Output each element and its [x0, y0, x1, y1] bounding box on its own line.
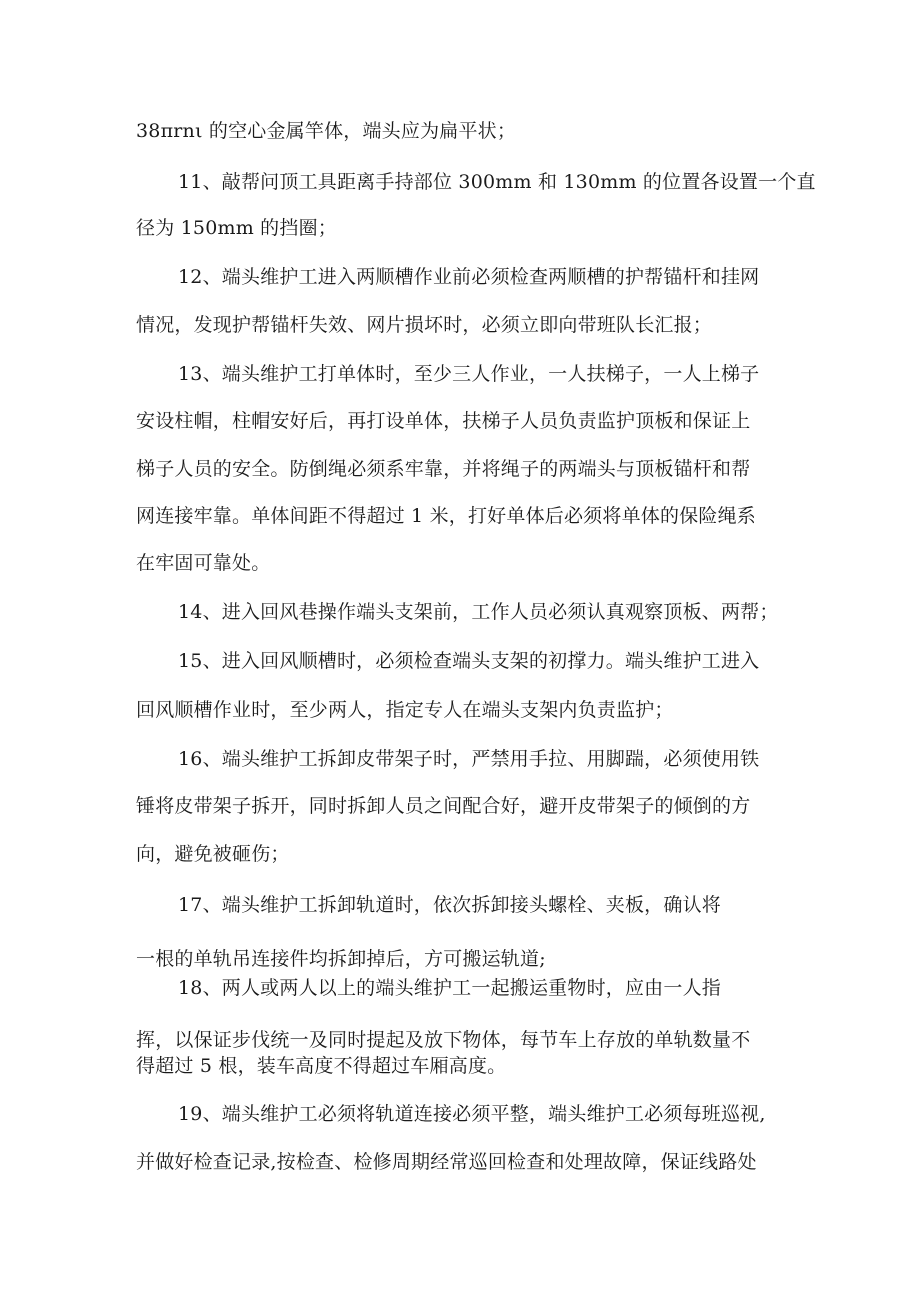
- text-line: 梯子人员的安全。防倒绳必须系牢靠，并将绳子的两端头与顶板锚杆和帮: [136, 458, 751, 480]
- text-line: 锤将皮带架子拆开，同时拆卸人员之间配合好，避开皮带架子的倾倒的方: [136, 795, 751, 817]
- text-line: 12、端头维护工进入两顺槽作业前必须检查两顺槽的护帮锚杆和挂网: [178, 266, 760, 288]
- text-line: 16、端头维护工拆卸皮带架子时，严禁用手拉、用脚踹，必须使用铁: [178, 748, 760, 770]
- text-line: 38πrnι 的空心金属竿体，端头应为扁平状；: [136, 120, 517, 142]
- text-line: 13、端头维护工打单体时，至少三人作业，一人扶梯子，一人上梯子: [178, 363, 760, 385]
- text-line: 情况，发现护帮锚杆失效、网片损坏时，必须立即向带班队长汇报；: [136, 314, 713, 336]
- text-line: 网连接牢靠。单体间距不得超过 1 米，打好单体后必须将单体的保险绳系: [136, 505, 756, 527]
- text-line: 在牢固可靠处。: [136, 552, 271, 574]
- text-line: 得超过 5 根，装车高度不得超过车厢高度。: [136, 1055, 507, 1077]
- text-line: 17、端头维护工拆卸轨道时，依次拆卸接头螺栓、夹板，确认将: [178, 894, 721, 916]
- text-line: 15、进入回风顺槽时，必须检查端头支架的初撑力。端头维护工进入: [178, 650, 760, 672]
- text-line: 安设柱帽，柱帽安好后，再打设单体，扶梯子人员负责监护顶板和保证上: [136, 410, 751, 432]
- text-line: 回风顺槽作业时，至少两人，指定专人在端头支架内负责监护；: [136, 699, 674, 721]
- text-line: 并做好检查记录,按检查、检修周期经常巡回检查和处理故障，保证线路处: [136, 1151, 757, 1173]
- text-line: 18、两人或两人以上的端头维护工一起搬运重物时，应由一人指: [178, 977, 721, 999]
- text-line: 一根的单轨吊连接件均拆卸掉后，方可搬运轨道;: [136, 948, 546, 970]
- text-line: 挥，以保证步伐统一及同时提起及放下物体，每节车上存放的单轨数量不: [136, 1029, 751, 1051]
- text-line: 14、进入回风巷操作端头支架前，工作人员必须认真观察顶板、两帮；: [178, 601, 779, 623]
- text-line: 11、敲帮问顶工具距离手持部位 300mm 和 130mm 的位置各设置一个直: [178, 171, 816, 193]
- text-line: 向，避免被砸伤；: [136, 843, 290, 865]
- text-line: 径为 150mm 的挡圈；: [136, 217, 337, 239]
- text-line: 19、端头维护工必须将轨道连接必须平整，端头维护工必须每班巡视,: [178, 1103, 766, 1125]
